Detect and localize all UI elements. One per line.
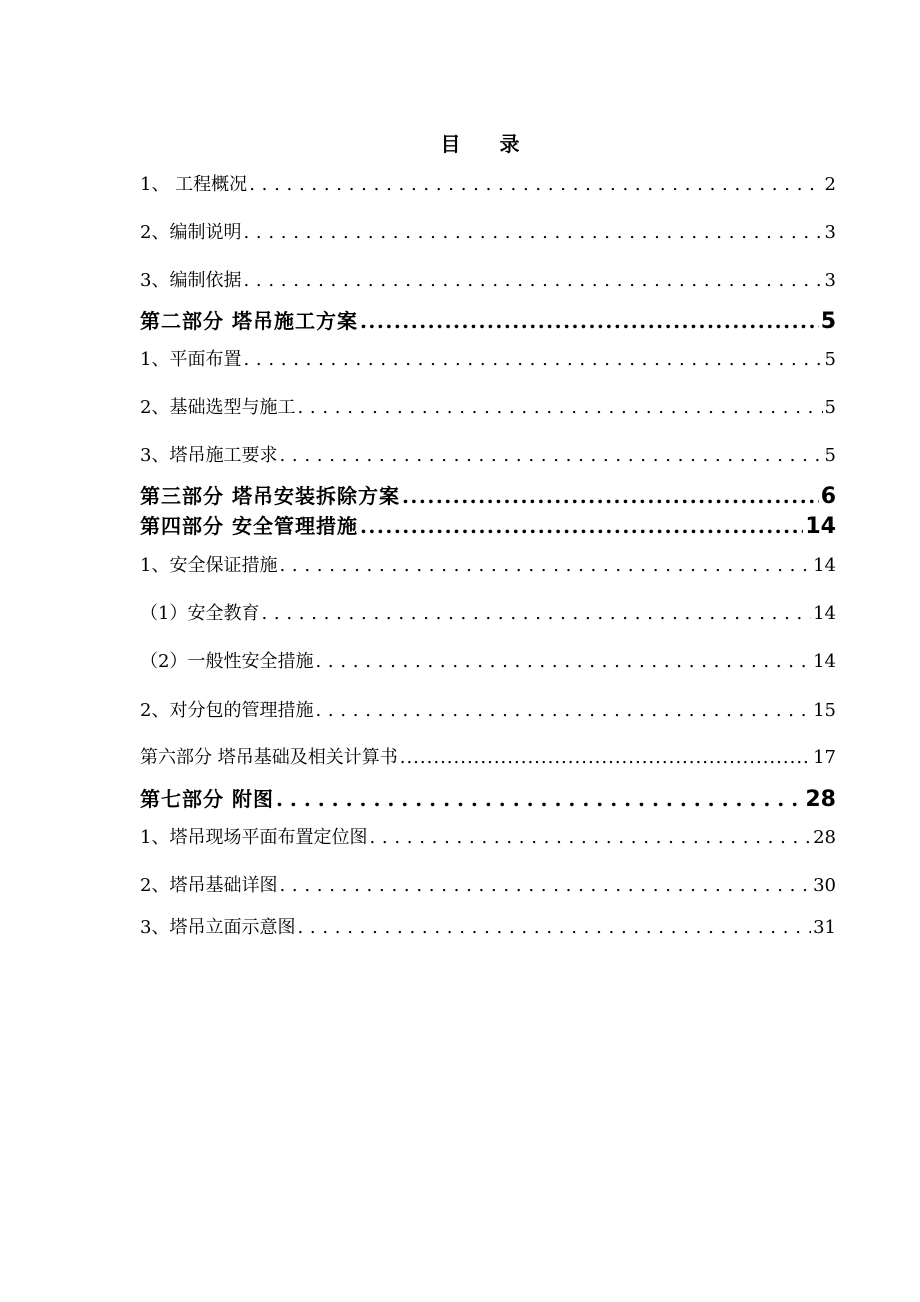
toc-entry-label: 3、塔吊施工要求 (140, 445, 278, 466)
toc-entry-page: 28 (805, 787, 836, 812)
toc-leader-dots (400, 747, 811, 768)
toc-part-entry[interactable] (140, 305, 836, 334)
toc-entry-label: 2、基础选型与施工 (140, 397, 296, 418)
toc-entry-label: 1、 工程概况 (140, 174, 248, 195)
toc-entry[interactable] (140, 696, 836, 722)
toc-entry-label: 3、编制依据 (140, 270, 242, 291)
toc-entry-page: 6 (820, 484, 836, 509)
toc-entry-page: 14 (813, 555, 836, 576)
toc-leader-dots (279, 445, 822, 466)
toc-entry-label: 1、塔吊现场平面布置定位图 (140, 827, 368, 848)
toc-leader-dots (297, 397, 822, 418)
toc-entry-page: 5 (820, 309, 836, 334)
toc-leader-dots (243, 222, 822, 243)
toc-entry-page: 5 (824, 397, 836, 418)
toc-entry-label: 第六部分 塔吊基础及相关计算书 (140, 747, 398, 768)
toc-entry[interactable] (140, 871, 836, 897)
toc-leader-dots (261, 603, 811, 624)
toc-entry-label: 3、塔吊立面示意图 (140, 917, 296, 938)
toc-entry-page: 2 (824, 174, 836, 195)
toc-entry-label: 第七部分 附图 (140, 787, 274, 811)
toc-leader-dots (279, 875, 811, 896)
toc-leader-dots (243, 270, 822, 291)
toc-leader-dots (297, 917, 811, 938)
toc-entry[interactable] (140, 170, 836, 196)
toc-title: 目 录 (440, 132, 536, 156)
toc-entry-page: 3 (824, 270, 836, 291)
toc-entry[interactable] (140, 913, 836, 939)
toc-leader-dots (276, 787, 803, 811)
toc-entry-label: 2、对分包的管理措施 (140, 700, 314, 721)
toc-part-entry[interactable] (140, 480, 836, 509)
toc-leader-dots (243, 349, 822, 370)
toc-entry-label: 1、平面布置 (140, 349, 242, 370)
toc-leader-dots (369, 827, 811, 848)
toc-entry-label: 1、安全保证措施 (140, 555, 278, 576)
toc-leader-dots (315, 651, 811, 672)
toc-entry-label: 第二部分 塔吊施工方案 (140, 309, 358, 333)
toc-entry-label: 2、塔吊基础详图 (140, 875, 278, 896)
toc-entry-label: （1）安全教育 (140, 603, 260, 624)
toc-entry[interactable] (140, 551, 836, 577)
toc-entry[interactable] (140, 647, 836, 673)
toc-entry-label: 2、编制说明 (140, 222, 242, 243)
toc-entry[interactable] (140, 266, 836, 292)
toc-entry[interactable] (140, 393, 836, 419)
toc-entry[interactable] (140, 599, 836, 625)
toc-entry-page: 15 (813, 700, 836, 721)
toc-entry-label: 第四部分 安全管理措施 (140, 514, 358, 538)
toc-entry-label: 第三部分 塔吊安装拆除方案 (140, 484, 400, 508)
toc-leader-dots (360, 514, 803, 538)
toc-part-entry[interactable] (140, 510, 836, 539)
toc-leader-dots (402, 484, 819, 508)
toc-entry-page: 28 (813, 827, 836, 848)
toc-entry-page: 14 (813, 651, 836, 672)
toc-part-entry[interactable] (140, 743, 836, 769)
toc-entry-page: 5 (824, 445, 836, 466)
toc-entry[interactable] (140, 218, 836, 244)
toc-entry-page: 17 (813, 747, 836, 768)
toc-entry-label: （2）一般性安全措施 (140, 651, 314, 672)
toc-entry-page: 31 (813, 917, 836, 938)
toc-entry[interactable] (140, 441, 836, 467)
toc-entry-page: 3 (824, 222, 836, 243)
toc-entry-page: 14 (813, 603, 836, 624)
toc-leader-dots (249, 174, 822, 195)
toc-entry-page: 30 (813, 875, 836, 896)
toc-entry[interactable] (140, 345, 836, 371)
toc-entry-page: 5 (824, 349, 836, 370)
toc-entry[interactable] (140, 823, 836, 849)
toc-leader-dots (315, 700, 811, 721)
toc-leader-dots (360, 309, 819, 333)
toc-part-entry[interactable] (140, 783, 836, 812)
toc-leader-dots (279, 555, 811, 576)
toc-entry-page: 14 (805, 514, 836, 539)
